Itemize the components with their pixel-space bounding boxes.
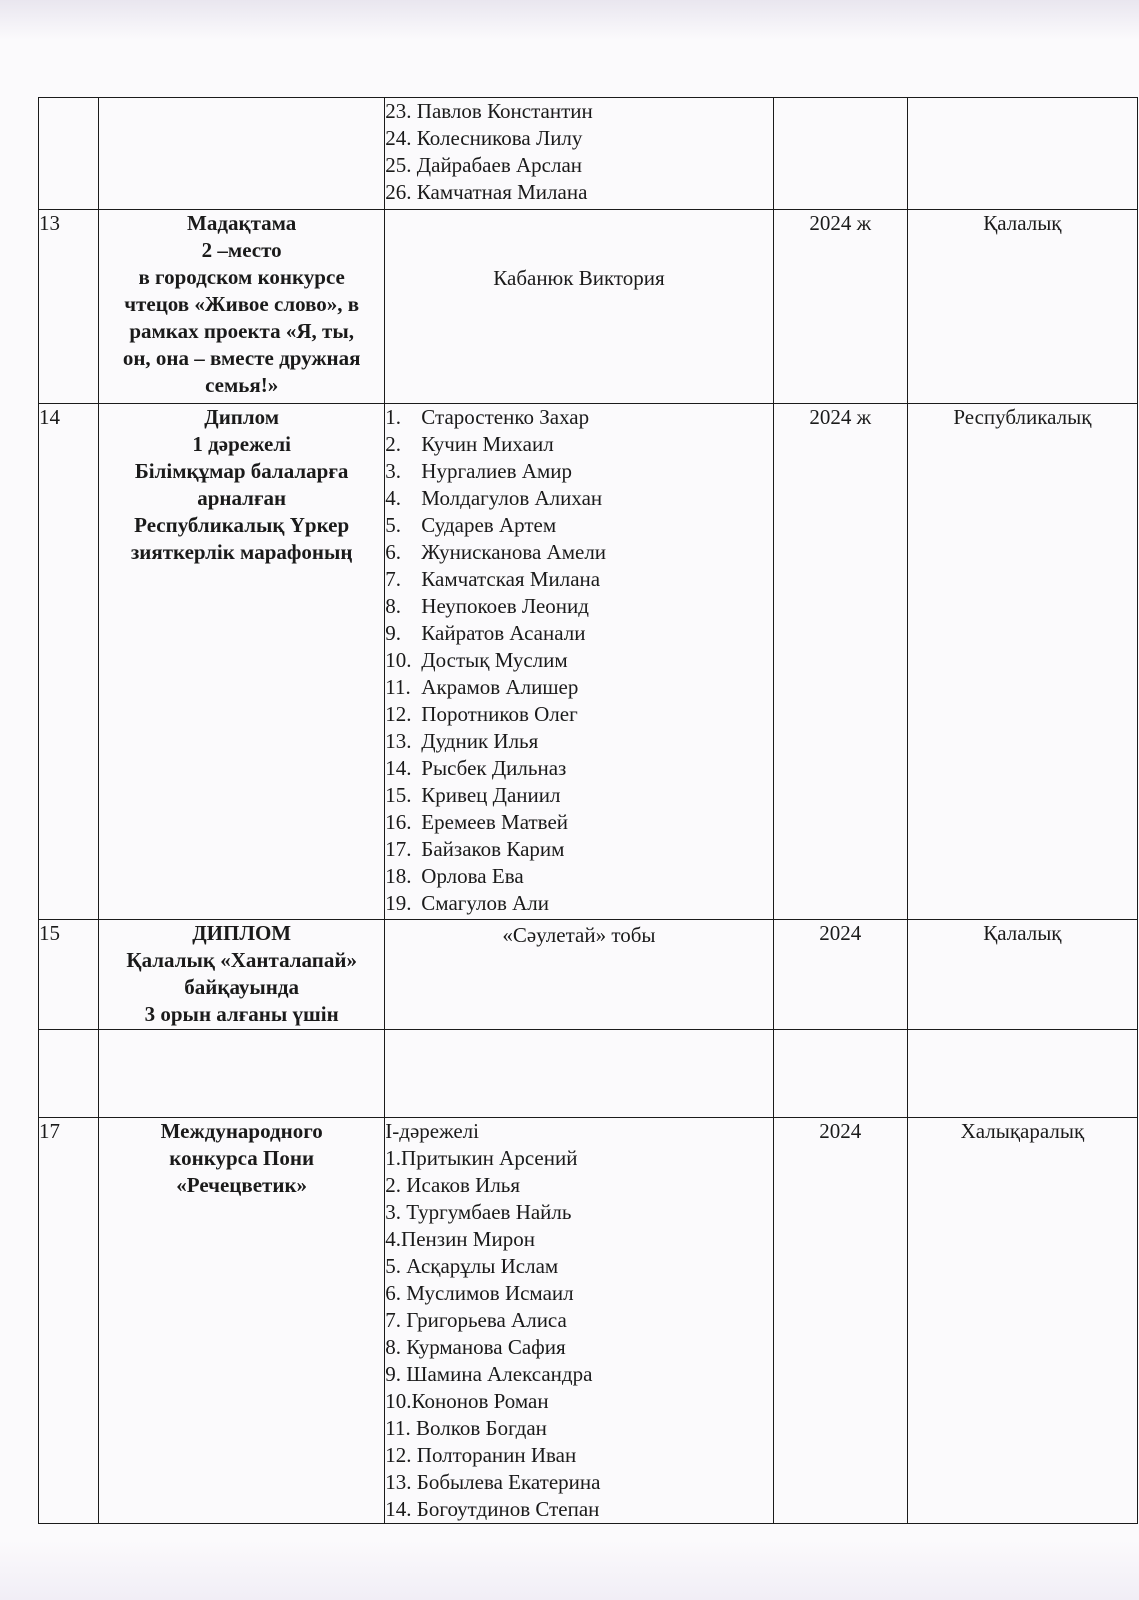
list-item: 5. Асқарұлы Ислам <box>385 1254 559 1278</box>
page-bottom-shadow <box>0 1540 1139 1600</box>
row-number: 17 <box>39 1118 99 1524</box>
award-line: «Речецветик» <box>176 1173 308 1197</box>
table-row-13 <box>39 210 1138 404</box>
list-item: 24. Колесникова Лилу <box>385 126 583 150</box>
list-item: 17. Байзаков Карим <box>385 837 565 861</box>
award-cell <box>99 98 385 210</box>
award-line: зияткерлік марафоның <box>130 540 353 564</box>
list-item: 3. Нургалиев Амир <box>385 459 572 483</box>
list-item: 6. Жунисканова Амели <box>385 540 607 564</box>
names-cell <box>385 1030 773 1118</box>
list-item: 14. Рысбек Дильназ <box>385 756 567 780</box>
award-line: Диплом <box>204 405 280 429</box>
list-item: 12. Поротников Олег <box>385 702 578 726</box>
page-top-shadow <box>0 0 1139 40</box>
participant-name: Кабанюк Виктория <box>493 266 665 290</box>
year: 2024 <box>773 920 907 1030</box>
award-line: 2 –место <box>201 238 282 262</box>
list-item: 9. Шамина Александра <box>385 1362 593 1386</box>
level-cell <box>907 98 1137 210</box>
list-item: 8. Неупокоев Леонид <box>385 594 589 618</box>
names-list <box>385 1118 772 1523</box>
participant-name: «Сәулетай» тобы <box>502 923 656 947</box>
award-line: 1 дәрежелі <box>192 432 291 456</box>
names-list <box>385 98 772 206</box>
list-item: 7. Камчатская Милана <box>385 567 601 591</box>
list-item: 16. Еремеев Матвей <box>385 810 569 834</box>
award-title <box>99 920 385 1030</box>
table-row-empty <box>39 1030 1138 1118</box>
names-cell <box>385 404 773 920</box>
list-item: 1. Старостенко Захар <box>385 405 590 429</box>
level: Республикалық <box>907 404 1137 920</box>
list-item: 4.Пензин Мирон <box>385 1227 535 1251</box>
award-line: байқауында <box>184 975 300 999</box>
award-line: Международного <box>160 1119 323 1143</box>
list-item: 5. Сударев Артем <box>385 513 557 537</box>
list-item: 9. Кайратов Асанали <box>385 621 586 645</box>
list-item: 6. Муслимов Исмаил <box>385 1281 574 1305</box>
names-cell <box>385 1118 773 1524</box>
award-line: чтецов «Живое слово», в <box>124 292 360 316</box>
list-item: 3. Тургумбаев Найль <box>385 1200 572 1224</box>
level: Халықаралық <box>907 1118 1137 1524</box>
year-cell <box>773 98 907 210</box>
list-item: 4. Молдагулов Алихан <box>385 486 603 510</box>
award-line: 3 орын алғаны үшін <box>144 1002 339 1026</box>
row-number: 15 <box>39 920 99 1030</box>
list-item: 2. Кучин Михаил <box>385 432 554 456</box>
list-item: 15. Кривец Даниил <box>385 783 561 807</box>
award-line: Білімқұмар балаларға <box>134 459 349 483</box>
award-line: в городском конкурсе <box>138 265 345 289</box>
num-cell <box>39 98 99 210</box>
award-line: Мадақтама <box>187 211 297 235</box>
list-item: 11. Волков Богдан <box>385 1416 547 1440</box>
year: 2024 <box>773 1118 907 1524</box>
num-cell <box>39 1030 99 1118</box>
list-item: 25. Дайрабаев Арслан <box>385 153 583 177</box>
award-line: ДИПЛОМ <box>192 921 292 945</box>
award-line: конкурса Пони <box>169 1146 315 1170</box>
names-cell <box>385 210 773 404</box>
row-number: 13 <box>39 210 99 404</box>
names-cell <box>385 98 773 210</box>
list-item: 8. Курманова Сафия <box>385 1335 566 1359</box>
list-item: 11. Акрамов Алишер <box>385 675 579 699</box>
list-item: 26. Камчатная Милана <box>385 180 588 204</box>
award-cell <box>99 1030 385 1118</box>
award-title <box>99 210 385 404</box>
list-item: 14. Богоутдинов Степан <box>385 1497 600 1521</box>
list-item: 13. Бобылева Екатерина <box>385 1470 601 1494</box>
row-number: 14 <box>39 404 99 920</box>
award-line: семья!» <box>205 373 279 397</box>
list-item: 7. Григорьева Алиса <box>385 1308 567 1332</box>
table-row-continuation <box>39 98 1138 210</box>
names-list <box>385 404 772 917</box>
award-title <box>99 404 385 920</box>
list-item: 10. Достық Муслим <box>385 648 568 672</box>
table-row-17 <box>39 1118 1138 1524</box>
list-item: 23. Павлов Константин <box>385 99 593 123</box>
table-row-14 <box>39 404 1138 920</box>
list-item: 2. Исаков Илья <box>385 1173 521 1197</box>
list-item: 12. Полторанин Иван <box>385 1443 577 1467</box>
level: Қалалық <box>907 920 1137 1030</box>
list-item: 10.Кононов Роман <box>385 1389 549 1413</box>
level-cell <box>907 1030 1137 1118</box>
year: 2024 ж <box>773 404 907 920</box>
list-item: 1.Притыкин Арсений <box>385 1146 578 1170</box>
award-line: арналған <box>197 486 287 510</box>
table-row-15 <box>39 920 1138 1030</box>
award-line: рамках проекта «Я, ты, <box>129 319 354 343</box>
award-line: Қалалық «Ханталапай» <box>126 948 357 972</box>
list-item: 18. Орлова Ева <box>385 864 524 888</box>
award-title <box>99 1118 385 1524</box>
list-item: 13. Дудник Илья <box>385 729 539 753</box>
level: Қалалық <box>907 210 1137 404</box>
award-line: Республикалық Үркер <box>134 513 350 537</box>
degree-label: І-дәрежелі <box>385 1119 479 1143</box>
list-item: 19. Смагулов Али <box>385 891 549 915</box>
names-cell <box>385 920 773 1030</box>
year-cell <box>773 1030 907 1118</box>
year: 2024 ж <box>773 210 907 404</box>
awards-table <box>38 97 1138 1524</box>
award-line: он, она – вместе дружная <box>122 346 361 370</box>
